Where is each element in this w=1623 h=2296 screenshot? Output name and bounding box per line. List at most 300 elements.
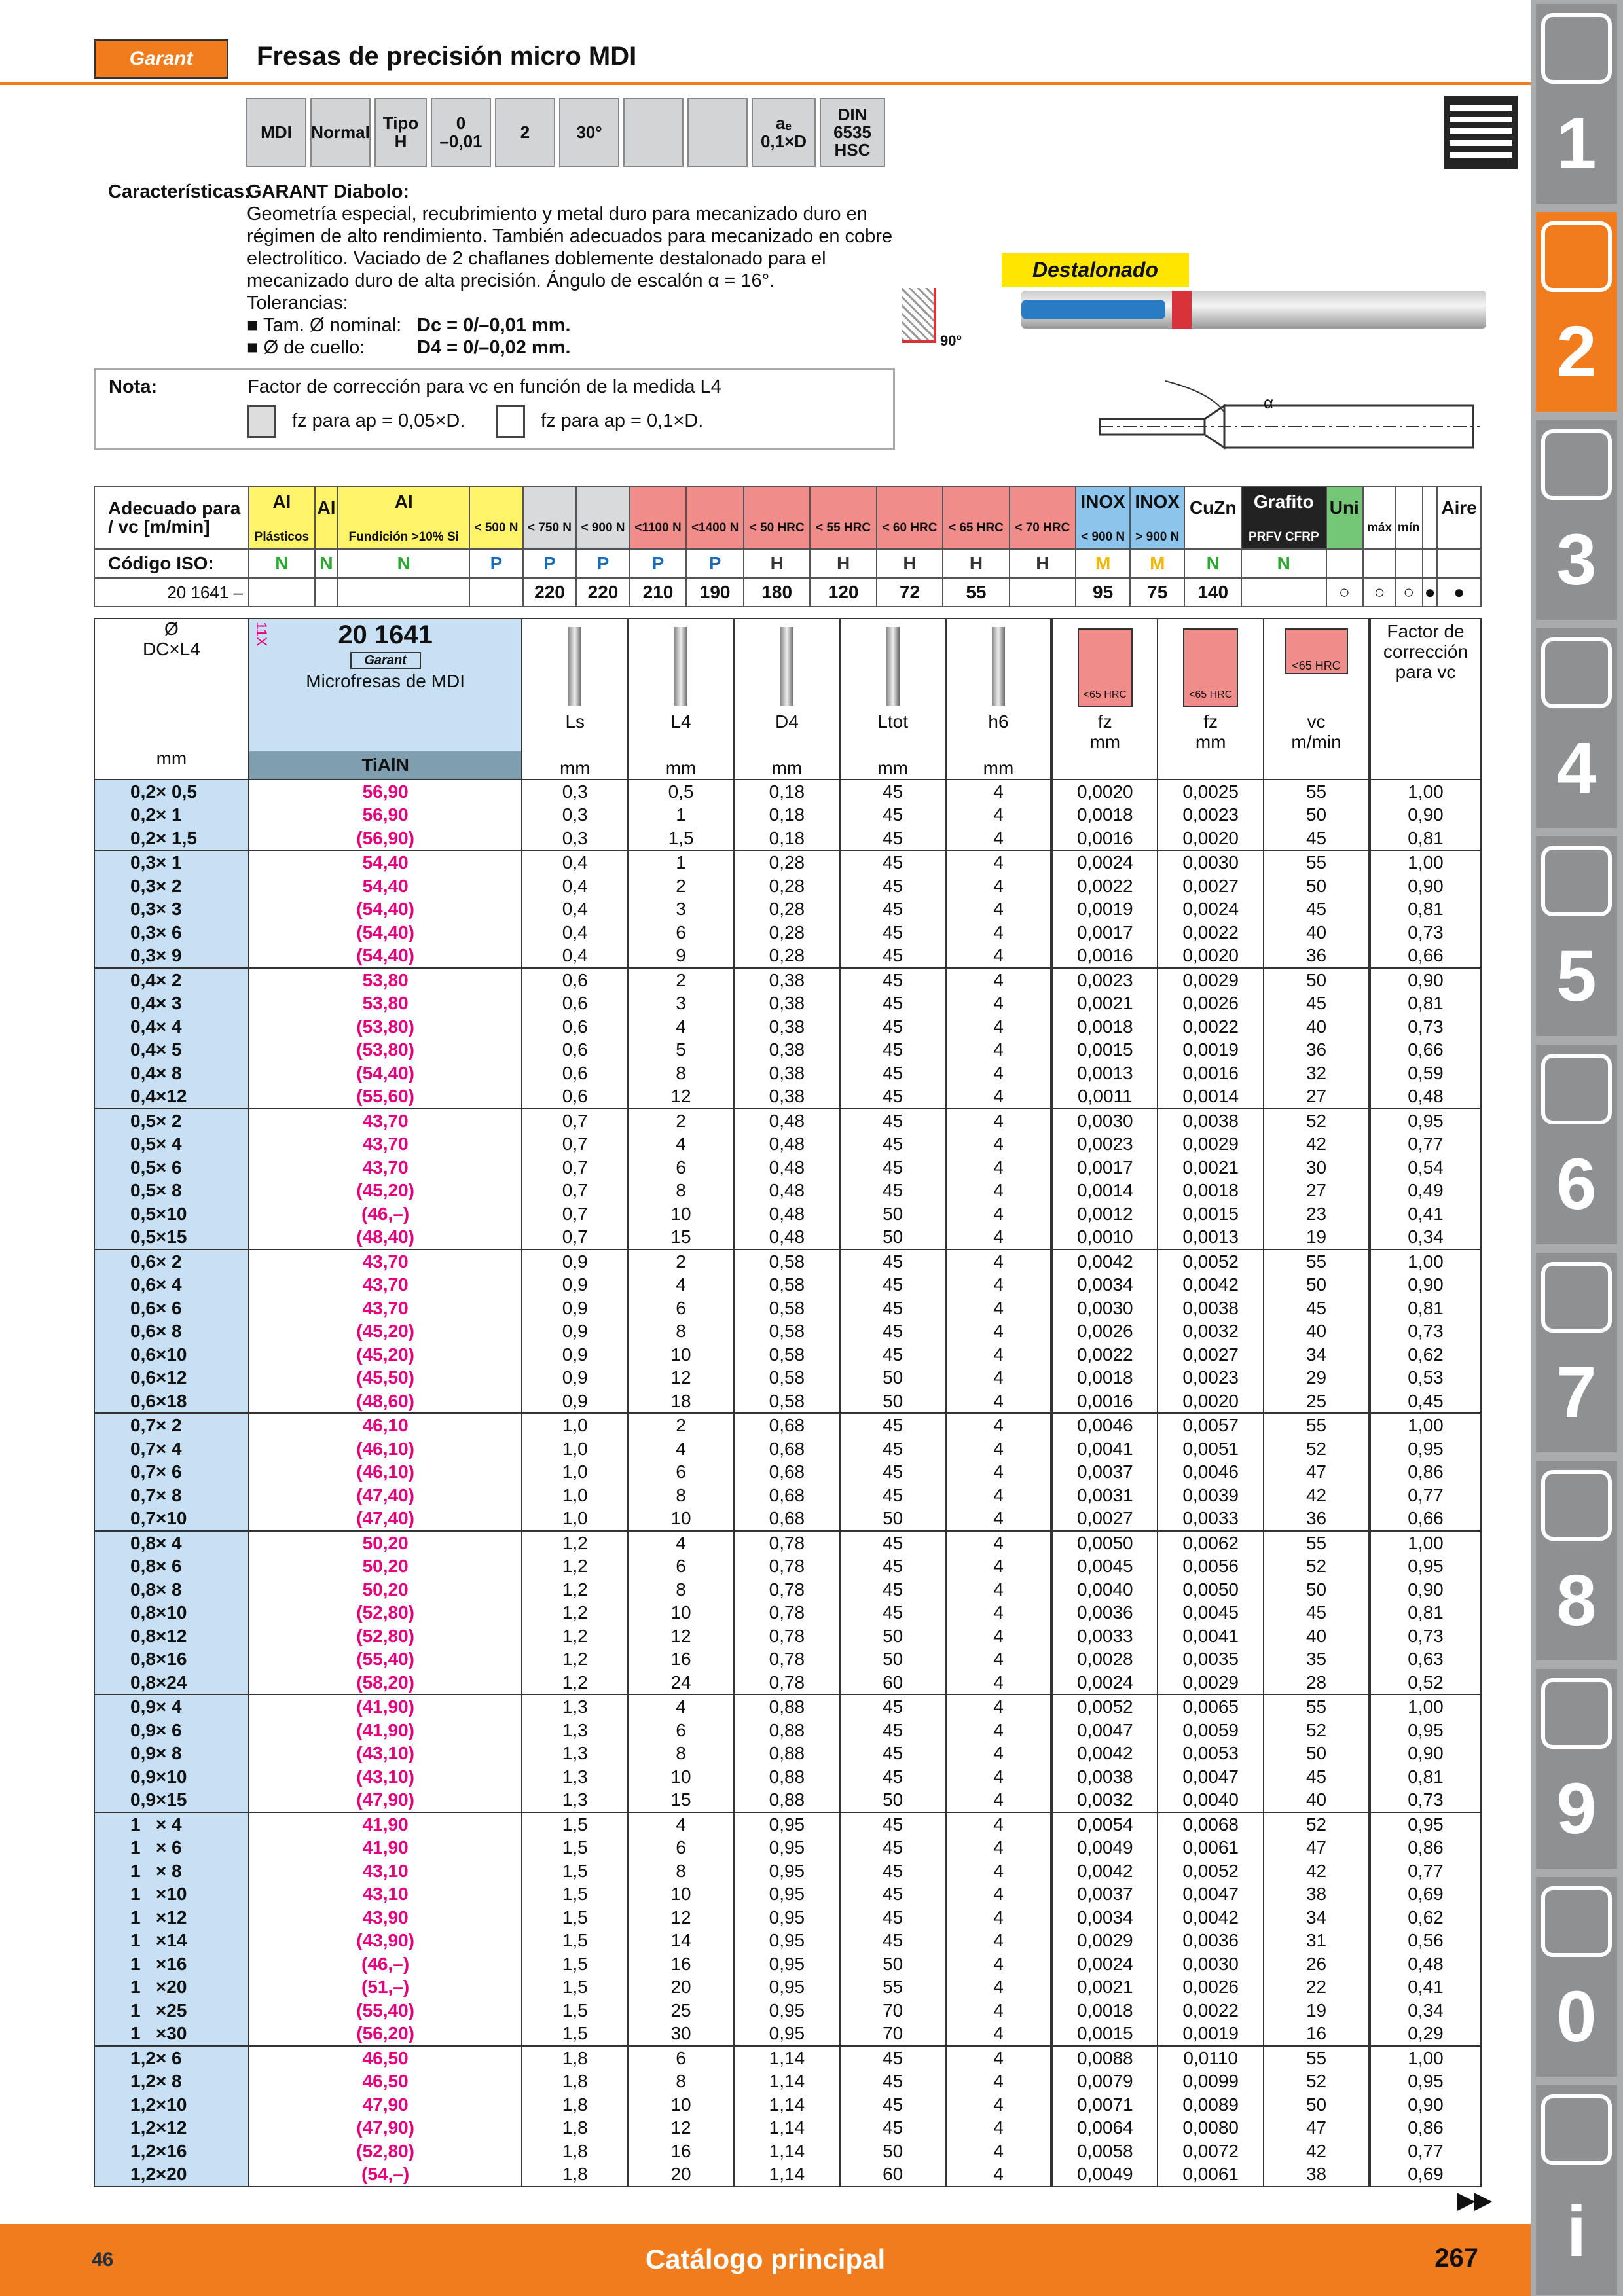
price-cell[interactable]: 43,70 <box>249 1156 522 1179</box>
factor-cell: 0,48 <box>1370 1952 1481 1976</box>
chapter-tab-3[interactable] <box>1536 420 1617 620</box>
price-cell[interactable]: (41,90) <box>249 1695 522 1719</box>
h6-cell: 4 <box>946 944 1052 968</box>
factor-cell: 0,45 <box>1370 1390 1481 1414</box>
iso-code: N <box>338 549 469 578</box>
price-cell[interactable]: 56,90 <box>249 803 522 827</box>
tol-nominal-label: ■ Tam. Ø nominal: <box>247 315 402 336</box>
chapter-number: 0 <box>1556 1977 1597 2057</box>
price-cell[interactable]: (46,10) <box>249 1437 522 1461</box>
price-cell[interactable]: (56,90) <box>249 827 522 851</box>
l4-cell: 10 <box>628 2093 734 2117</box>
material-detail: < 60 HRC <box>882 520 938 535</box>
note-line2b: fz para ap = 0,1×D. <box>541 410 704 431</box>
price-cell[interactable]: 43,70 <box>249 1297 522 1320</box>
h6-cell: 4 <box>946 1952 1052 1976</box>
table-row <box>94 921 1481 944</box>
l4-cell: 14 <box>628 1929 734 1952</box>
ls-cell: 1,0 <box>522 1484 628 1507</box>
price-cell[interactable]: 41,90 <box>249 1836 522 1859</box>
price-cell[interactable]: 41,90 <box>249 1812 522 1837</box>
symbol-top: Tipo <box>382 113 419 134</box>
vc-cell: 40 <box>1264 1788 1370 1812</box>
vc-cell: 40 <box>1264 1624 1370 1648</box>
price-cell[interactable]: 43,90 <box>249 1906 522 1929</box>
l4-cell: 1 <box>628 803 734 827</box>
chapter-tab-8[interactable] <box>1536 1461 1617 1660</box>
price-cell[interactable]: 54,40 <box>249 874 522 898</box>
ltot-cell: 45 <box>840 1015 946 1039</box>
table-row <box>94 1929 1481 1952</box>
d4-cell: 0,95 <box>734 1929 840 1952</box>
table-row <box>94 1836 1481 1859</box>
chapter-icon <box>1541 1886 1612 1957</box>
fz2-cell: 0,0062 <box>1158 1531 1264 1555</box>
fz1-cell: 0,0037 <box>1051 1882 1158 1906</box>
material-col-12 <box>1010 486 1076 549</box>
size-cell: 1,2× 8 <box>94 2070 249 2093</box>
material-col-10 <box>877 486 943 549</box>
cutting-speed: 75 <box>1130 578 1184 607</box>
price-cell[interactable]: 50,20 <box>249 1531 522 1555</box>
ls-cell: 1,5 <box>522 1906 628 1929</box>
size-cell: 0,4× 5 <box>94 1038 249 1062</box>
ltot-cell: 50 <box>840 1788 946 1812</box>
d4-cell: 1,14 <box>734 2162 840 2187</box>
ls-cell: 1,5 <box>522 2022 628 2046</box>
ls-cell: 1,8 <box>522 2046 628 2070</box>
d4-cell: 0,78 <box>734 1671 840 1695</box>
note-box <box>94 368 895 450</box>
chapter-number: 2 <box>1556 312 1597 392</box>
qr-code-icon[interactable] <box>1444 96 1518 169</box>
factor-cell: 0,66 <box>1370 1507 1481 1531</box>
price-cell[interactable]: (51,–) <box>249 1975 522 1999</box>
price-cell[interactable]: (54,40) <box>249 944 522 968</box>
table-row <box>94 1624 1481 1648</box>
material-col-3 <box>469 486 523 549</box>
fz2-cell: 0,0045 <box>1158 1601 1264 1624</box>
ltot-cell: 45 <box>840 968 946 992</box>
factor-cell: 0,48 <box>1370 1085 1481 1109</box>
iso-code: M <box>1130 549 1184 578</box>
material-name: Al <box>317 497 336 518</box>
table-row <box>94 1507 1481 1531</box>
ls-cell: 1,5 <box>522 1859 628 1883</box>
price-cell[interactable]: 46,10 <box>249 1413 522 1437</box>
size-cell: 0,3× 9 <box>94 944 249 968</box>
price-cell[interactable]: 47,90 <box>249 2093 522 2117</box>
iso-code: H <box>1010 549 1076 578</box>
price-cell[interactable]: (52,80) <box>249 1601 522 1624</box>
fz2-cell: 0,0068 <box>1158 1812 1264 1837</box>
price-cell[interactable]: 53,80 <box>249 992 522 1015</box>
table-row <box>94 1202 1481 1226</box>
price-cell[interactable]: (55,40) <box>249 1999 522 2022</box>
tool-drawing <box>1093 373 1486 458</box>
chapter-tab-0[interactable] <box>1536 1877 1617 2077</box>
size-cell: 0,6× 8 <box>94 1319 249 1343</box>
price-cell[interactable]: 43,70 <box>249 1109 522 1133</box>
table-row <box>94 2162 1481 2187</box>
material-col-20 <box>1395 486 1423 549</box>
h6-cell: 4 <box>946 1906 1052 1929</box>
price-cell[interactable]: (45,50) <box>249 1366 522 1390</box>
h6-unit: mm <box>983 757 1014 778</box>
vc-cell: 52 <box>1264 1554 1370 1578</box>
col-l4-header <box>628 619 734 780</box>
vc-unit: m/min <box>1291 731 1341 752</box>
h6-cell: 4 <box>946 1719 1052 1742</box>
l4-cell: 12 <box>628 1085 734 1109</box>
d4-cell: 0,58 <box>734 1297 840 1320</box>
tool-tip-image <box>1021 300 1165 319</box>
price-cell[interactable]: 43,10 <box>249 1882 522 1906</box>
factor-cell: 0,90 <box>1370 1742 1481 1765</box>
vc-cell: 42 <box>1264 1484 1370 1507</box>
fz2-cell: 0,0015 <box>1158 1202 1264 1226</box>
price-cell[interactable]: 43,70 <box>249 1132 522 1156</box>
d4-cell: 0,58 <box>734 1366 840 1390</box>
price-cell[interactable]: (48,40) <box>249 1225 522 1249</box>
chapter-tab-4[interactable] <box>1536 628 1617 828</box>
vc-cell: 45 <box>1264 992 1370 1015</box>
l4-cell: 4 <box>628 1132 734 1156</box>
l4-cell: 18 <box>628 1390 734 1414</box>
price-cell[interactable]: (45,20) <box>249 1319 522 1343</box>
l4-cell: 8 <box>628 1578 734 1602</box>
ltot-cell: 45 <box>840 1719 946 1742</box>
price-cell[interactable]: (47,40) <box>249 1507 522 1531</box>
d4-cell: 0,18 <box>734 803 840 827</box>
l4-cell: 10 <box>628 1882 734 1906</box>
table-row <box>94 1578 1481 1602</box>
fz1-cell: 0,0024 <box>1051 850 1158 874</box>
price-cell[interactable]: (45,20) <box>249 1343 522 1367</box>
ls-cell: 0,6 <box>522 1038 628 1062</box>
price-cell[interactable]: (43,10) <box>249 1765 522 1789</box>
d4-cell: 0,78 <box>734 1578 840 1602</box>
price-cell[interactable]: (45,20) <box>249 1179 522 1202</box>
d4-cell: 0,95 <box>734 1952 840 1976</box>
l4-cell: 6 <box>628 1719 734 1742</box>
d4-cell: 0,78 <box>734 1601 840 1624</box>
col-h6-header <box>946 619 1052 780</box>
footer <box>0 2224 1531 2296</box>
factor-cell: 0,95 <box>1370 1812 1481 1837</box>
d4-cell: 0,48 <box>734 1179 840 1202</box>
price-cell[interactable]: 43,70 <box>249 1249 522 1274</box>
h6-cell: 4 <box>946 1531 1052 1555</box>
factor-cell: 0,41 <box>1370 1202 1481 1226</box>
table-row <box>94 1062 1481 1085</box>
h6-cell: 4 <box>946 1109 1052 1133</box>
ls-cell: 0,7 <box>522 1202 628 1226</box>
size-cell: 0,8×24 <box>94 1671 249 1695</box>
ls-cell: 0,9 <box>522 1366 628 1390</box>
h6-cell: 4 <box>946 1859 1052 1883</box>
ltot-cell: 45 <box>840 1038 946 1062</box>
ltot-cell: 45 <box>840 1578 946 1602</box>
d4-unit: mm <box>771 757 803 778</box>
ls-cell: 0,7 <box>522 1156 628 1179</box>
fz2-cell: 0,0020 <box>1158 944 1264 968</box>
vc-icon: <65 HRC <box>1285 628 1348 674</box>
h6-cell: 4 <box>946 1297 1052 1320</box>
h6-cell: 4 <box>946 1788 1052 1812</box>
fz2-cell: 0,0020 <box>1158 827 1264 851</box>
material-col-0 <box>249 486 315 549</box>
d4-cell: 0,48 <box>734 1225 840 1249</box>
price-cell[interactable]: (47,40) <box>249 1484 522 1507</box>
vc-cell: 19 <box>1264 1225 1370 1249</box>
fz2-cell: 0,0021 <box>1158 1156 1264 1179</box>
ls-cell: 1,8 <box>522 2162 628 2187</box>
price-cell[interactable]: (53,80) <box>249 1015 522 1039</box>
ls-cell: 1,0 <box>522 1413 628 1437</box>
table-row <box>94 1085 1481 1109</box>
fz2-unit: mm <box>1195 731 1226 752</box>
fz1-cell: 0,0046 <box>1051 1413 1158 1437</box>
price-cell[interactable]: (54,–) <box>249 2162 522 2187</box>
material-detail: < 65 HRC <box>948 520 1004 535</box>
symbol-top: DIN <box>837 104 867 124</box>
size-cell: 0,4× 4 <box>94 1015 249 1039</box>
l4-cell: 1,5 <box>628 827 734 851</box>
table-row <box>94 850 1481 874</box>
size-cell: 0,4× 3 <box>94 992 249 1015</box>
size-cell: 0,6× 4 <box>94 1273 249 1297</box>
price-cell[interactable]: (54,40) <box>249 921 522 944</box>
fz2-cell: 0,0061 <box>1158 1836 1264 1859</box>
factor-cell: 1,00 <box>1370 1531 1481 1555</box>
fz2-cell: 0,0065 <box>1158 1695 1264 1719</box>
price-cell[interactable]: 46,50 <box>249 2070 522 2093</box>
fz2-cell: 0,0072 <box>1158 2140 1264 2163</box>
l4-cell: 2 <box>628 1249 734 1274</box>
fz1-cell: 0,0088 <box>1051 2046 1158 2070</box>
fz2-cell: 0,0025 <box>1158 780 1264 804</box>
fz2-label: fz <box>1203 711 1218 732</box>
vc-cell: 45 <box>1264 897 1370 921</box>
ls-cell: 1,5 <box>522 1836 628 1859</box>
ltot-label: Ltot <box>877 711 909 732</box>
ltot-cell: 50 <box>840 1952 946 1976</box>
fz2-cell: 0,0038 <box>1158 1109 1264 1133</box>
price-cell[interactable]: 53,80 <box>249 968 522 992</box>
table-row <box>94 2116 1481 2140</box>
l4-cell: 8 <box>628 2070 734 2093</box>
fz1-cell: 0,0052 <box>1051 1695 1158 1719</box>
vc-cell: 50 <box>1264 1273 1370 1297</box>
fz2-cell: 0,0024 <box>1158 897 1264 921</box>
price-cell[interactable]: 46,50 <box>249 2046 522 2070</box>
h6-cell: 4 <box>946 1249 1052 1274</box>
l4-cell: 10 <box>628 1601 734 1624</box>
price-cell[interactable]: (46,10) <box>249 1460 522 1484</box>
ls-cell: 0,4 <box>522 897 628 921</box>
ls-cell: 0,4 <box>522 944 628 968</box>
fz2-cell: 0,0042 <box>1158 1906 1264 1929</box>
price-cell[interactable]: (43,10) <box>249 1742 522 1765</box>
d4-cell: 0,18 <box>734 780 840 804</box>
table-row <box>94 1343 1481 1367</box>
size-cell: 0,5×15 <box>94 1225 249 1249</box>
price-cell[interactable]: (53,80) <box>249 1038 522 1062</box>
l4-cell: 8 <box>628 1742 734 1765</box>
d4-cell: 1,14 <box>734 2140 840 2163</box>
h6-cell: 4 <box>946 1929 1052 1952</box>
material-col-14 <box>1130 486 1184 549</box>
price-cell[interactable]: (56,20) <box>249 2022 522 2046</box>
chapter-tab-5[interactable] <box>1536 836 1617 1036</box>
d4-cell: 0,58 <box>734 1249 840 1274</box>
price-cell[interactable]: (43,90) <box>249 1929 522 1952</box>
h6-cell: 4 <box>946 1343 1052 1367</box>
size-cell: 1 × 6 <box>94 1836 249 1859</box>
price-cell[interactable]: (48,60) <box>249 1390 522 1414</box>
ltot-cell: 45 <box>840 1484 946 1507</box>
table-row <box>94 1225 1481 1249</box>
chapter-tab-6[interactable] <box>1536 1045 1617 1244</box>
price-cell[interactable]: (47,90) <box>249 2116 522 2140</box>
factor-cell: 0,81 <box>1370 992 1481 1015</box>
price-cell[interactable]: (46,–) <box>249 1202 522 1226</box>
h6-cell: 4 <box>946 1601 1052 1624</box>
material-col-21 <box>1423 486 1437 549</box>
size-cell: 0,5× 8 <box>94 1179 249 1202</box>
factor-cell: 0,81 <box>1370 827 1481 851</box>
cutting-speed: 180 <box>744 578 810 607</box>
ls-cell: 1,3 <box>522 1719 628 1742</box>
ltot-cell: 45 <box>840 2070 946 2093</box>
size-cell: 0,4× 8 <box>94 1062 249 1085</box>
cutting-speed: 220 <box>576 578 630 607</box>
chapter-tab-1[interactable] <box>1536 4 1617 204</box>
h6-cell: 4 <box>946 1225 1052 1249</box>
chapter-tab-i[interactable] <box>1536 2085 1617 2295</box>
price-cell[interactable]: (55,40) <box>249 1647 522 1671</box>
price-cell[interactable]: (46,–) <box>249 1952 522 1976</box>
price-cell[interactable]: (54,40) <box>249 897 522 921</box>
material-detail: <1400 N <box>691 520 739 535</box>
l4-icon <box>674 627 687 706</box>
factor-cell: 1,00 <box>1370 2046 1481 2070</box>
angle-icon <box>902 288 936 343</box>
ltot-cell: 60 <box>840 2162 946 2187</box>
price-cell[interactable]: (52,80) <box>249 1624 522 1648</box>
price-cell[interactable]: 56,90 <box>249 780 522 804</box>
table-row <box>94 992 1481 1015</box>
ls-cell: 1,8 <box>522 2093 628 2117</box>
size-cell: 0,9×10 <box>94 1765 249 1789</box>
price-cell[interactable]: (41,90) <box>249 1719 522 1742</box>
price-cell[interactable]: (47,90) <box>249 1788 522 1812</box>
vc-cell: 47 <box>1264 2116 1370 2140</box>
factor-cell: 0,81 <box>1370 1297 1481 1320</box>
price-cell[interactable]: 43,70 <box>249 1273 522 1297</box>
cutting-speed: 95 <box>1076 578 1130 607</box>
vc-cell: 52 <box>1264 1719 1370 1742</box>
price-cell[interactable]: (58,20) <box>249 1671 522 1695</box>
l4-cell: 6 <box>628 1156 734 1179</box>
fz1-cell: 0,0019 <box>1051 897 1158 921</box>
fz2-cell: 0,0023 <box>1158 803 1264 827</box>
chapter-tab-9[interactable] <box>1536 1669 1617 1869</box>
l4-cell: 9 <box>628 944 734 968</box>
next-page-arrow-icon[interactable]: ▶▶ <box>1457 2188 1492 2213</box>
table-row <box>94 827 1481 851</box>
price-cell[interactable]: 54,40 <box>249 850 522 874</box>
table-row <box>94 1132 1481 1156</box>
fz2-cell: 0,0040 <box>1158 1788 1264 1812</box>
d4-cell: 0,88 <box>734 1719 840 1742</box>
d4-cell: 0,38 <box>734 1038 840 1062</box>
page-title: Fresas de precisión micro MDI <box>257 42 637 71</box>
size-cell: 0,3× 6 <box>94 921 249 944</box>
price-cell[interactable]: (52,80) <box>249 2140 522 2163</box>
col-dim-header <box>94 619 249 780</box>
garant-small-logo: Garant <box>350 652 421 669</box>
chapter-tab-7[interactable] <box>1536 1253 1617 1452</box>
l4-cell: 1 <box>628 850 734 874</box>
h6-cell: 4 <box>946 1437 1052 1461</box>
ltot-cell: 60 <box>840 1671 946 1695</box>
iso-code <box>1437 549 1481 578</box>
size-cell: 0,8× 4 <box>94 1531 249 1555</box>
price-cell[interactable]: (54,40) <box>249 1062 522 1085</box>
chapter-tab-2[interactable] <box>1536 212 1617 412</box>
l4-cell: 30 <box>628 2022 734 2046</box>
iso-code: N <box>1184 549 1241 578</box>
size-cell: 1 ×16 <box>94 1952 249 1976</box>
price-cell[interactable]: 50,20 <box>249 1554 522 1578</box>
fz2-cell: 0,0110 <box>1158 2046 1264 2070</box>
ls-cell: 1,3 <box>522 1742 628 1765</box>
l4-cell: 6 <box>628 921 734 944</box>
h6-cell: 4 <box>946 1647 1052 1671</box>
price-cell[interactable]: (55,60) <box>249 1085 522 1109</box>
vc-cell: 38 <box>1264 1882 1370 1906</box>
iso-code: P <box>523 549 577 578</box>
ls-cell: 0,7 <box>522 1132 628 1156</box>
l4-cell: 25 <box>628 1999 734 2022</box>
l4-cell: 8 <box>628 1179 734 1202</box>
tolerances-heading: Tolerancias: <box>247 293 348 314</box>
h6-cell: 4 <box>946 1882 1052 1906</box>
table-row <box>94 2046 1481 2070</box>
material-detail: Fundición >10% Si <box>348 529 459 544</box>
tol-nominal-value: Dc = 0/–0,01 mm. <box>417 315 571 336</box>
material-name: Grafito <box>1253 491 1314 512</box>
d4-cell: 0,38 <box>734 968 840 992</box>
fz2-cell: 0,0057 <box>1158 1413 1264 1437</box>
factor-cell: 0,95 <box>1370 1109 1481 1133</box>
ls-cell: 0,6 <box>522 1062 628 1085</box>
material-col-8 <box>744 486 810 549</box>
fz1-cell: 0,0017 <box>1051 921 1158 944</box>
table-row <box>94 1601 1481 1624</box>
fz1-cell: 0,0014 <box>1051 1179 1158 1202</box>
factor-cell: 0,66 <box>1370 1038 1481 1062</box>
ls-cell: 1,2 <box>522 1601 628 1624</box>
ltot-cell: 50 <box>840 2140 946 2163</box>
table-row <box>94 1765 1481 1789</box>
price-cell[interactable]: 50,20 <box>249 1578 522 1602</box>
fz2-cell: 0,0018 <box>1158 1179 1264 1202</box>
fz1-cell: 0,0030 <box>1051 1109 1158 1133</box>
price-cell[interactable]: 43,10 <box>249 1859 522 1883</box>
